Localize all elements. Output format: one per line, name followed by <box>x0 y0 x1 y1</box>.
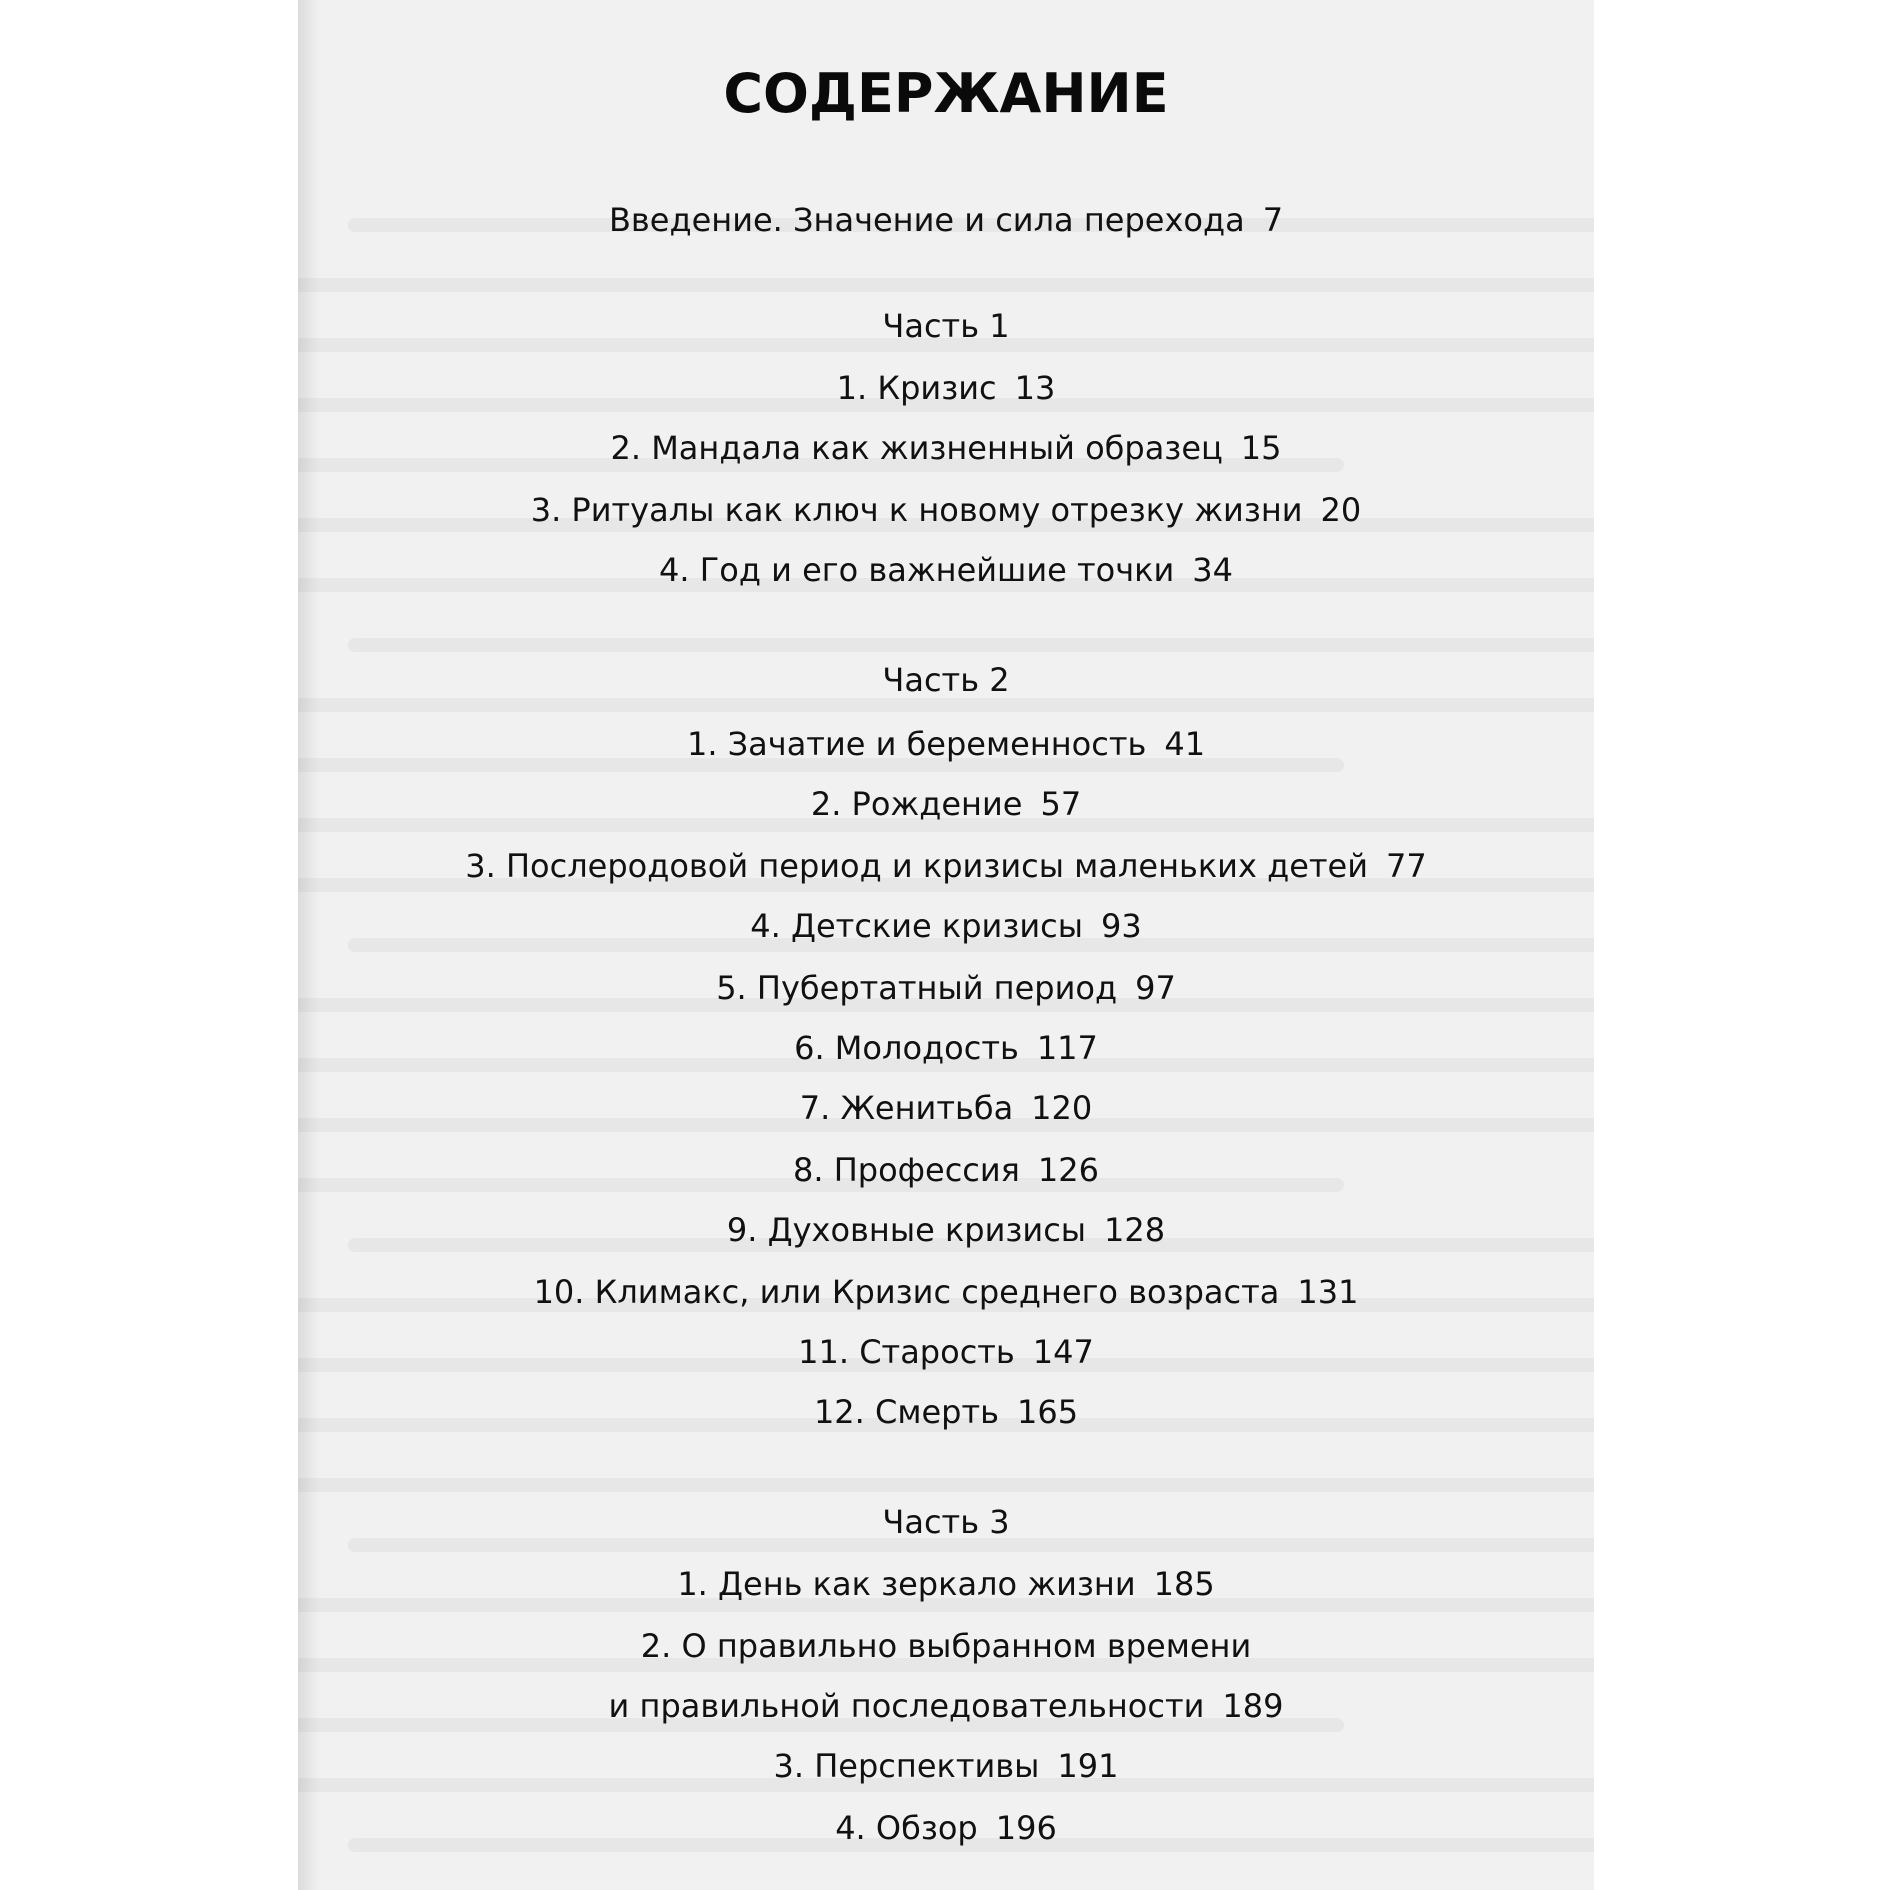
toc-entry-number: 4. <box>750 907 781 945</box>
toc-entry-page: 7 <box>1262 201 1284 239</box>
toc-entry[interactable] <box>298 368 1594 408</box>
toc-entry-page: 20 <box>1320 491 1362 529</box>
toc-entry[interactable] <box>298 428 1594 468</box>
toc-entry-label: День как зеркало жизни <box>718 1565 1136 1603</box>
toc-entry-label: Детские кризисы <box>790 907 1083 945</box>
toc-entry[interactable] <box>298 1028 1594 1068</box>
toc-entry-page: 93 <box>1101 907 1142 945</box>
toc-entry-number: 6. <box>794 1029 825 1067</box>
toc-entry[interactable] <box>298 1332 1594 1372</box>
toc-entry[interactable] <box>298 1808 1594 1848</box>
toc-entry-intro[interactable] <box>298 200 1594 240</box>
toc-entry-label: Перспективы <box>814 1747 1040 1785</box>
toc-entry-continuation[interactable] <box>298 1686 1594 1726</box>
toc-entry-label: Духовные кризисы <box>767 1211 1087 1249</box>
toc-entry-label: Ритуалы как ключ к новому отрезку жизни <box>571 491 1303 529</box>
toc-entry-label: Кризис <box>877 369 997 407</box>
toc-entry-number: 3. <box>465 847 496 885</box>
toc-entry-label: О правильно выбранном времени <box>681 1627 1252 1665</box>
toc-entry-number: 7. <box>799 1089 831 1127</box>
toc-entry-label: Профессия <box>833 1151 1020 1189</box>
toc-entry-page: 191 <box>1057 1747 1119 1785</box>
toc-entry-page: 120 <box>1031 1089 1093 1127</box>
toc-entry-page: 189 <box>1222 1687 1284 1725</box>
toc-entry-number: 12. <box>813 1393 865 1431</box>
toc-entry-page: 34 <box>1192 551 1233 589</box>
toc-entry-number: 1. <box>686 725 718 763</box>
toc-entry-page: 196 <box>995 1809 1057 1847</box>
toc-entry-page: 97 <box>1135 969 1176 1007</box>
toc-entry[interactable] <box>298 490 1594 530</box>
toc-entry-number: 9. <box>726 1211 758 1249</box>
toc-entry-number: 4. <box>659 551 690 589</box>
toc-entry-page: 57 <box>1040 785 1082 823</box>
toc-entry-page: 128 <box>1104 1211 1166 1249</box>
toc-entry-number: 3. <box>530 491 562 529</box>
toc-entry[interactable] <box>298 906 1594 946</box>
toc-entry-label: Молодость <box>834 1029 1019 1067</box>
toc-entry-page: 13 <box>1014 369 1056 407</box>
part-heading: Часть 1 <box>882 307 1010 345</box>
toc-entry-label: Смерть <box>875 1393 999 1431</box>
toc-entry-number: 10. <box>533 1273 585 1311</box>
toc-entry-page: 147 <box>1032 1333 1094 1371</box>
toc-entry[interactable] <box>298 1088 1594 1128</box>
toc-entry-label: и правильной последовательности <box>608 1687 1205 1725</box>
toc-entry[interactable] <box>298 1746 1594 1786</box>
toc-entry-page: 117 <box>1036 1029 1098 1067</box>
part-heading: Часть 3 <box>882 1503 1010 1541</box>
toc-entry-number: 2. <box>810 785 842 823</box>
toc-entry[interactable] <box>298 846 1594 886</box>
toc-entry[interactable] <box>298 1626 1594 1666</box>
toc-entry-label: Послеродовой период и кризисы маленьких детей <box>505 847 1369 885</box>
toc-entry-label: Введение. Значение и сила перехода <box>608 201 1245 239</box>
toc-entry-label: Пубертатный период <box>756 969 1118 1007</box>
toc-entry[interactable] <box>298 1210 1594 1250</box>
table-of-contents <box>298 0 1594 1890</box>
toc-entry[interactable] <box>298 1392 1594 1432</box>
toc-entry-number: 11. <box>798 1333 850 1371</box>
toc-entry[interactable] <box>298 550 1594 590</box>
toc-entry-number: 1. <box>836 369 868 407</box>
book-page <box>298 0 1594 1890</box>
toc-entry-number: 2. <box>640 1627 672 1665</box>
toc-entry-number: 8. <box>792 1151 824 1189</box>
toc-entry-number: 2. <box>610 429 642 467</box>
part-heading: Часть 2 <box>882 661 1010 699</box>
toc-entry-page: 126 <box>1037 1151 1099 1189</box>
toc-entry[interactable] <box>298 1564 1594 1604</box>
toc-entry-label: Мандала как жизненный образец <box>651 429 1223 467</box>
toc-entry[interactable] <box>298 1272 1594 1312</box>
toc-entry-page: 41 <box>1164 725 1206 763</box>
toc-entry-label: Женитьба <box>840 1089 1014 1127</box>
toc-entry-label: Рождение <box>851 785 1023 823</box>
toc-entry-label: Климакс, или Кризис среднего возраста <box>594 1273 1280 1311</box>
toc-entry-page: 185 <box>1153 1565 1215 1603</box>
toc-entry-page: 165 <box>1016 1393 1079 1431</box>
toc-entry-label: Год и его важнейшие точки <box>699 551 1175 589</box>
toc-entry-label: Старость <box>859 1333 1015 1371</box>
toc-entry-label: Зачатие и беременность <box>727 725 1147 763</box>
toc-entry-page: 131 <box>1297 1273 1359 1311</box>
toc-entry-number: 1. <box>677 1565 708 1603</box>
toc-entry-number: 5. <box>716 969 747 1007</box>
toc-entry[interactable] <box>298 724 1594 764</box>
toc-entry-page: 77 <box>1386 847 1427 885</box>
toc-entry-page: 15 <box>1240 429 1282 467</box>
toc-entry[interactable] <box>298 968 1594 1008</box>
contents-heading: СОДЕРЖАНИЕ <box>723 62 1169 125</box>
toc-entry[interactable] <box>298 1150 1594 1190</box>
toc-entry-label: Обзор <box>875 1809 978 1847</box>
toc-entry-number: 4. <box>835 1809 866 1847</box>
toc-entry[interactable] <box>298 784 1594 824</box>
toc-entry-number: 3. <box>773 1747 805 1785</box>
